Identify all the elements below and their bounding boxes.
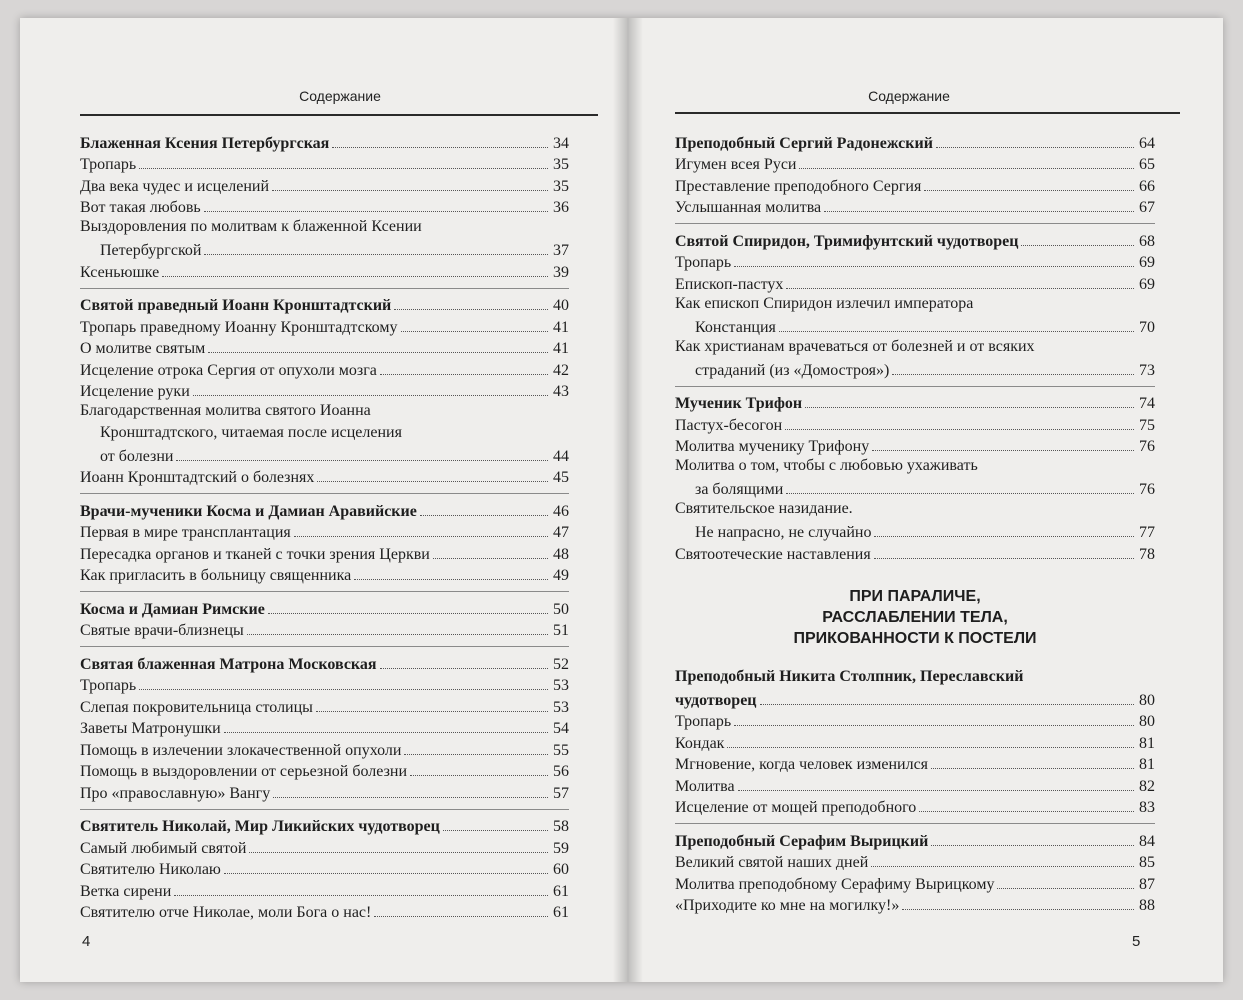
toc-entry-page: 76 (1139, 438, 1155, 455)
toc-entry-page: 67 (1139, 199, 1155, 216)
toc-entry-title: Преподобный Сергий Радонежский (675, 134, 933, 152)
toc-entry (80, 781, 569, 803)
toc-entry-page: 49 (553, 567, 569, 584)
dot-leader (224, 732, 548, 733)
toc-entry (675, 413, 1155, 435)
toc-entry-title: Косма и Дамиан Римские (80, 600, 265, 618)
dot-leader (317, 481, 548, 482)
toc-entry-page: 54 (553, 720, 569, 737)
toc-entry (80, 444, 569, 466)
toc-entry-title: Первая в мире трансплантация (80, 524, 291, 541)
toc-entry-page: 88 (1139, 897, 1155, 914)
toc-entry (675, 542, 1155, 564)
toc-entry-title: «Приходите ко мне на могилку!» (675, 897, 900, 914)
running-header-right: Содержание (868, 88, 950, 104)
toc-entry-page: 65 (1139, 156, 1155, 173)
toc-entry (80, 466, 569, 488)
toc-entry-title: Святая блаженная Матрона Московская (80, 655, 377, 673)
toc-entry-title: Игумен всея Руси (675, 156, 797, 173)
toc-entry-page: 40 (553, 297, 569, 314)
toc-entry-title: Ветка сирени (80, 882, 172, 900)
dot-leader (208, 352, 548, 353)
toc-entry (80, 674, 569, 696)
toc-entry-line: Как епископ Спиридон излечил императора (675, 294, 974, 312)
dot-leader (997, 888, 1134, 889)
running-header-left: Содержание (299, 88, 381, 104)
toc-entry (675, 315, 1155, 337)
toc-entry-line: Кронштадтского, читаемая после исцеления (100, 423, 402, 441)
toc-entry (675, 272, 1155, 294)
toc-entry-page: 59 (553, 839, 569, 857)
dot-leader (380, 668, 548, 669)
dot-leader (332, 147, 548, 148)
dot-leader (799, 168, 1134, 169)
toc-entry (675, 710, 1155, 732)
toc-entry-page: 36 (553, 199, 569, 216)
toc-entry-title: Святоотеческие наставления (675, 545, 871, 563)
dot-leader (734, 266, 1134, 267)
toc-entry-page: 58 (553, 818, 569, 835)
toc-entry (80, 564, 569, 586)
toc-entry-title: Блаженная Ксения Петербургская (80, 134, 330, 152)
toc-entry-page: 75 (1139, 416, 1155, 434)
toc-entry-page: 69 (1139, 275, 1155, 293)
toc-entry-page: 41 (553, 318, 569, 336)
toc-entry-page: 45 (553, 469, 569, 486)
toc-entry-title: О молитве святым (80, 340, 206, 357)
toc-entry-title: Тропарь (80, 156, 137, 173)
toc-entry-page: 43 (553, 383, 569, 400)
toc-entry (675, 196, 1155, 218)
dot-leader (931, 768, 1134, 769)
toc-entry-page: 55 (553, 741, 569, 759)
toc-entry-title: Два века чудес и исцелений (80, 177, 269, 195)
toc-entry-title: Исцеление руки (80, 383, 190, 400)
toc-section (80, 646, 569, 803)
toc-entry (80, 358, 569, 380)
toc-entry-page: 87 (1139, 875, 1155, 893)
toc-entry-title: Не напрасно, не случайно (695, 524, 872, 541)
toc-entry (80, 542, 569, 564)
toc-entry-line: Выздоровления по молитвам к блаженной Ксении (80, 218, 422, 235)
toc-entry-page: 47 (553, 524, 569, 541)
dot-leader (931, 845, 1134, 846)
toc-entry-title: Помощь в выздоровлении от серьезной болезни (80, 763, 408, 780)
toc-entry-page: 81 (1139, 756, 1155, 773)
toc-entry (80, 131, 569, 153)
dot-leader (936, 147, 1134, 148)
toc-section (80, 809, 569, 923)
dot-leader (162, 276, 548, 277)
toc-entry (675, 872, 1155, 894)
toc-entry-title: Молитва преподобному Серафиму Вырицкому (675, 875, 995, 893)
toc-entry-title: Пересадка органов и тканей с точки зрения Церкви (80, 545, 430, 563)
dot-leader (294, 536, 548, 537)
dot-leader (401, 331, 549, 332)
toc-entry-page: 78 (1139, 545, 1155, 563)
toc-entry (80, 695, 569, 717)
toc-entry (675, 894, 1155, 916)
toc-entry-page: 83 (1139, 799, 1155, 816)
toc-entry-title: Самый любимый святой (80, 839, 247, 857)
toc-entry-title: Мученик Трифон (675, 395, 803, 412)
dot-leader (139, 168, 548, 169)
left-page (20, 18, 620, 982)
section-heading-line: ПРИ ПАРАЛИЧЕ, (849, 587, 981, 605)
toc-entry-page: 60 (553, 861, 569, 878)
toc-entry-title: Святителю Николаю (80, 861, 221, 878)
dot-leader (872, 450, 1134, 451)
toc-entry-title: Мгновение, когда человек изменился (675, 756, 929, 773)
toc-right (675, 131, 1155, 915)
toc-section (80, 131, 569, 282)
dot-leader (247, 634, 548, 635)
toc-entry-page: 84 (1139, 832, 1155, 850)
dot-leader (874, 536, 1134, 537)
dot-leader (902, 909, 1134, 910)
toc-entry (675, 435, 1155, 457)
dot-leader (779, 331, 1134, 332)
toc-entry (80, 738, 569, 760)
header-rule-left (80, 114, 598, 116)
dot-leader (249, 852, 548, 853)
toc-entry (675, 174, 1155, 196)
toc-entry-title: Тропарь (675, 713, 732, 730)
toc-entry-title: Ксеньюшке (80, 263, 160, 281)
toc-entry (80, 294, 569, 316)
page-number-left: 4 (82, 933, 91, 950)
right-page (635, 18, 1223, 982)
dot-leader (785, 429, 1134, 430)
toc-entry-page: 80 (1139, 691, 1155, 709)
dot-leader (193, 395, 548, 396)
toc-entry-page: 46 (553, 502, 569, 520)
toc-entry-page: 82 (1139, 777, 1155, 795)
toc-left (80, 131, 569, 922)
toc-entry-title: Святой Спиридон, Тримифунтский чудотворец (675, 232, 1019, 250)
toc-entry-title: Молитва мученику Трифону (675, 438, 870, 455)
dot-leader (924, 190, 1134, 191)
toc-entry (675, 153, 1155, 175)
toc-entry-page: 70 (1139, 318, 1155, 336)
dot-leader (871, 866, 1134, 867)
toc-entry-page: 80 (1139, 713, 1155, 730)
toc-entry-title: Епископ-пастух (675, 275, 784, 293)
toc-entry-page: 85 (1139, 854, 1155, 871)
toc-entry (80, 901, 569, 923)
dot-leader (272, 190, 548, 191)
toc-entry-title: Преставление преподобного Сергия (675, 177, 922, 195)
toc-entry-page: 66 (1139, 177, 1155, 195)
dot-leader (1021, 245, 1134, 246)
dot-leader (738, 790, 1134, 791)
dot-leader (410, 775, 548, 776)
toc-entry-page: 52 (553, 655, 569, 673)
toc-entry-title: чудотворец (675, 691, 757, 709)
toc-entry (80, 521, 569, 543)
toc-entry (675, 131, 1155, 153)
dot-leader (805, 407, 1134, 408)
toc-entry (80, 315, 569, 337)
toc-entry (80, 858, 569, 880)
toc-entry-line: Как христианам врачеваться от болезней и от всяких (675, 337, 1035, 355)
toc-entry (80, 815, 569, 837)
dot-leader (919, 811, 1134, 812)
dot-leader (734, 725, 1134, 726)
toc-entry-title: Пастух-бесогон (675, 416, 783, 434)
toc-entry-title: Великий святой наших дней (675, 854, 869, 871)
toc-entry (80, 196, 569, 218)
toc-entry (675, 753, 1155, 775)
toc-section (80, 591, 569, 640)
toc-entry-line: Преподобный Никита Столпник, Переславский (675, 667, 1024, 685)
dot-leader (273, 797, 548, 798)
toc-entry-page: 48 (553, 545, 569, 563)
toc-entry-title: Иоанн Кронштадтский о болезнях (80, 469, 315, 486)
toc-entry-page: 77 (1139, 524, 1155, 541)
dot-leader (874, 558, 1134, 559)
toc-entry-page: 50 (553, 600, 569, 618)
toc-entry-page: 35 (553, 177, 569, 195)
section-heading (675, 586, 1155, 649)
toc-entry-page: 39 (553, 263, 569, 281)
toc-entry-page: 57 (553, 784, 569, 802)
page-number-right: 5 (1132, 933, 1141, 950)
toc-entry-title: Святителю отче Николае, моли Бога о нас! (80, 904, 372, 921)
toc-entry-title: Врачи-мученики Косма и Дамиан Аравийские (80, 502, 417, 520)
dot-leader (786, 493, 1134, 494)
toc-entry-page: 34 (553, 134, 569, 152)
toc-entry-line: Святительское назидание. (675, 500, 853, 517)
toc-entry (80, 337, 569, 359)
book-spread (20, 18, 1223, 982)
dot-leader (139, 689, 548, 690)
toc-entry (80, 879, 569, 901)
toc-entry-page: 51 (553, 622, 569, 639)
toc-entry (80, 380, 569, 402)
toc-section (675, 667, 1155, 818)
toc-entry (80, 619, 569, 641)
toc-entry (675, 251, 1155, 273)
toc-entry-title: Тропарь праведному Иоанну Кронштадтскому (80, 318, 398, 336)
toc-entry-title: Тропарь (80, 677, 137, 694)
dot-leader (176, 460, 548, 461)
dot-leader (404, 754, 548, 755)
toc-entry-title: Исцеление от мощей преподобного (675, 799, 917, 816)
toc-entry-page: 44 (553, 447, 569, 465)
toc-entry (675, 796, 1155, 818)
toc-entry-page: 41 (553, 340, 569, 357)
toc-entry (675, 478, 1155, 500)
dot-leader (268, 613, 548, 614)
toc-entry-page: 42 (553, 361, 569, 379)
dot-leader (420, 515, 548, 516)
dot-leader (443, 830, 548, 831)
toc-entry-page: 61 (553, 882, 569, 900)
toc-entry (80, 717, 569, 739)
toc-entry-page: 61 (553, 904, 569, 921)
toc-entry-title: страданий (из «Домостроя») (695, 361, 890, 379)
toc-entry-title: Святые врачи-близнецы (80, 622, 244, 639)
dot-leader (786, 288, 1134, 289)
toc-entry (675, 688, 1155, 710)
toc-entry-title: Про «православную» Вангу (80, 784, 271, 802)
toc-entry (675, 358, 1155, 380)
toc-entry-page: 76 (1139, 481, 1155, 498)
toc-entry (80, 652, 569, 674)
toc-entry-page: 35 (553, 156, 569, 173)
section-heading-line: ПРИКОВАННОСТИ К ПОСТЕЛИ (793, 629, 1037, 647)
dot-leader (374, 916, 548, 917)
dot-leader (760, 704, 1134, 705)
toc-entry-title: Исцеление отрока Сергия от опухоли мозга (80, 361, 377, 379)
dot-leader (204, 254, 548, 255)
toc-entry-page: 74 (1139, 395, 1155, 412)
toc-section (80, 288, 569, 488)
toc-entry-page: 81 (1139, 734, 1155, 752)
toc-entry (80, 836, 569, 858)
toc-entry (675, 392, 1155, 414)
dot-leader (354, 579, 548, 580)
toc-entry (675, 829, 1155, 851)
toc-section (675, 223, 1155, 380)
toc-entry-title: Слепая покровительница столицы (80, 698, 313, 716)
toc-entry-page: 53 (553, 677, 569, 694)
toc-entry (675, 774, 1155, 796)
toc-entry-title: Преподобный Серафим Вырицкий (675, 832, 929, 850)
dot-leader (204, 211, 548, 212)
toc-entry (675, 851, 1155, 873)
toc-entry-title: Тропарь (675, 254, 732, 271)
toc-entry-page: 53 (553, 698, 569, 716)
toc-entry (80, 597, 569, 619)
toc-entry (80, 153, 569, 175)
toc-entry-page: 37 (553, 242, 569, 259)
toc-entry-page: 69 (1139, 254, 1155, 271)
toc-entry-title: от болезни (100, 447, 174, 465)
toc-entry (675, 229, 1155, 251)
header-rule-right (675, 112, 1180, 114)
dot-leader (824, 211, 1134, 212)
toc-entry-title: Кондак (675, 734, 725, 752)
toc-entry (80, 260, 569, 282)
toc-entry-title: Констанция (695, 318, 776, 336)
toc-entry-title: Как пригласить в больницу священника (80, 567, 352, 584)
dot-leader (224, 873, 548, 874)
toc-entry-page: 68 (1139, 232, 1155, 250)
toc-entry-page: 73 (1139, 361, 1155, 379)
toc-entry (675, 521, 1155, 543)
dot-leader (727, 747, 1134, 748)
dot-leader (892, 374, 1134, 375)
section-heading-line: РАССЛАБЛЕНИИ ТЕЛА, (822, 608, 1008, 626)
toc-entry-title: Заветы Матронушки (80, 720, 221, 737)
toc-entry-title: Помощь в излечении злокачественной опухоли (80, 741, 402, 759)
toc-section (675, 386, 1155, 564)
dot-leader (433, 558, 548, 559)
toc-entry-line: Благодарственная молитва святого Иоанна (80, 402, 371, 419)
toc-section (80, 493, 569, 585)
toc-entry (80, 760, 569, 782)
dot-leader (316, 711, 548, 712)
toc-entry-title: Вот такая любовь (80, 199, 201, 216)
toc-entry-page: 56 (553, 763, 569, 780)
toc-section (675, 823, 1155, 915)
toc-entry-title: Святитель Николай, Мир Ликийских чудотворец (80, 818, 440, 835)
toc-entry (675, 731, 1155, 753)
toc-entry-title: за болящими (695, 481, 784, 498)
toc-entry-title: Петербургской (100, 242, 202, 259)
toc-entry (80, 174, 569, 196)
toc-entry (80, 239, 569, 261)
dot-leader (174, 895, 548, 896)
toc-entry (80, 499, 569, 521)
toc-entry-title: Молитва (675, 777, 735, 795)
toc-section (675, 131, 1155, 217)
dot-leader (394, 309, 548, 310)
toc-entry-title: Услышанная молитва (675, 199, 822, 216)
toc-entry-line: Молитва о том, чтобы с любовью ухаживать (675, 457, 978, 474)
dot-leader (380, 374, 548, 375)
toc-entry-title: Святой праведный Иоанн Кронштадтский (80, 297, 392, 314)
toc-entry-page: 64 (1139, 134, 1155, 152)
